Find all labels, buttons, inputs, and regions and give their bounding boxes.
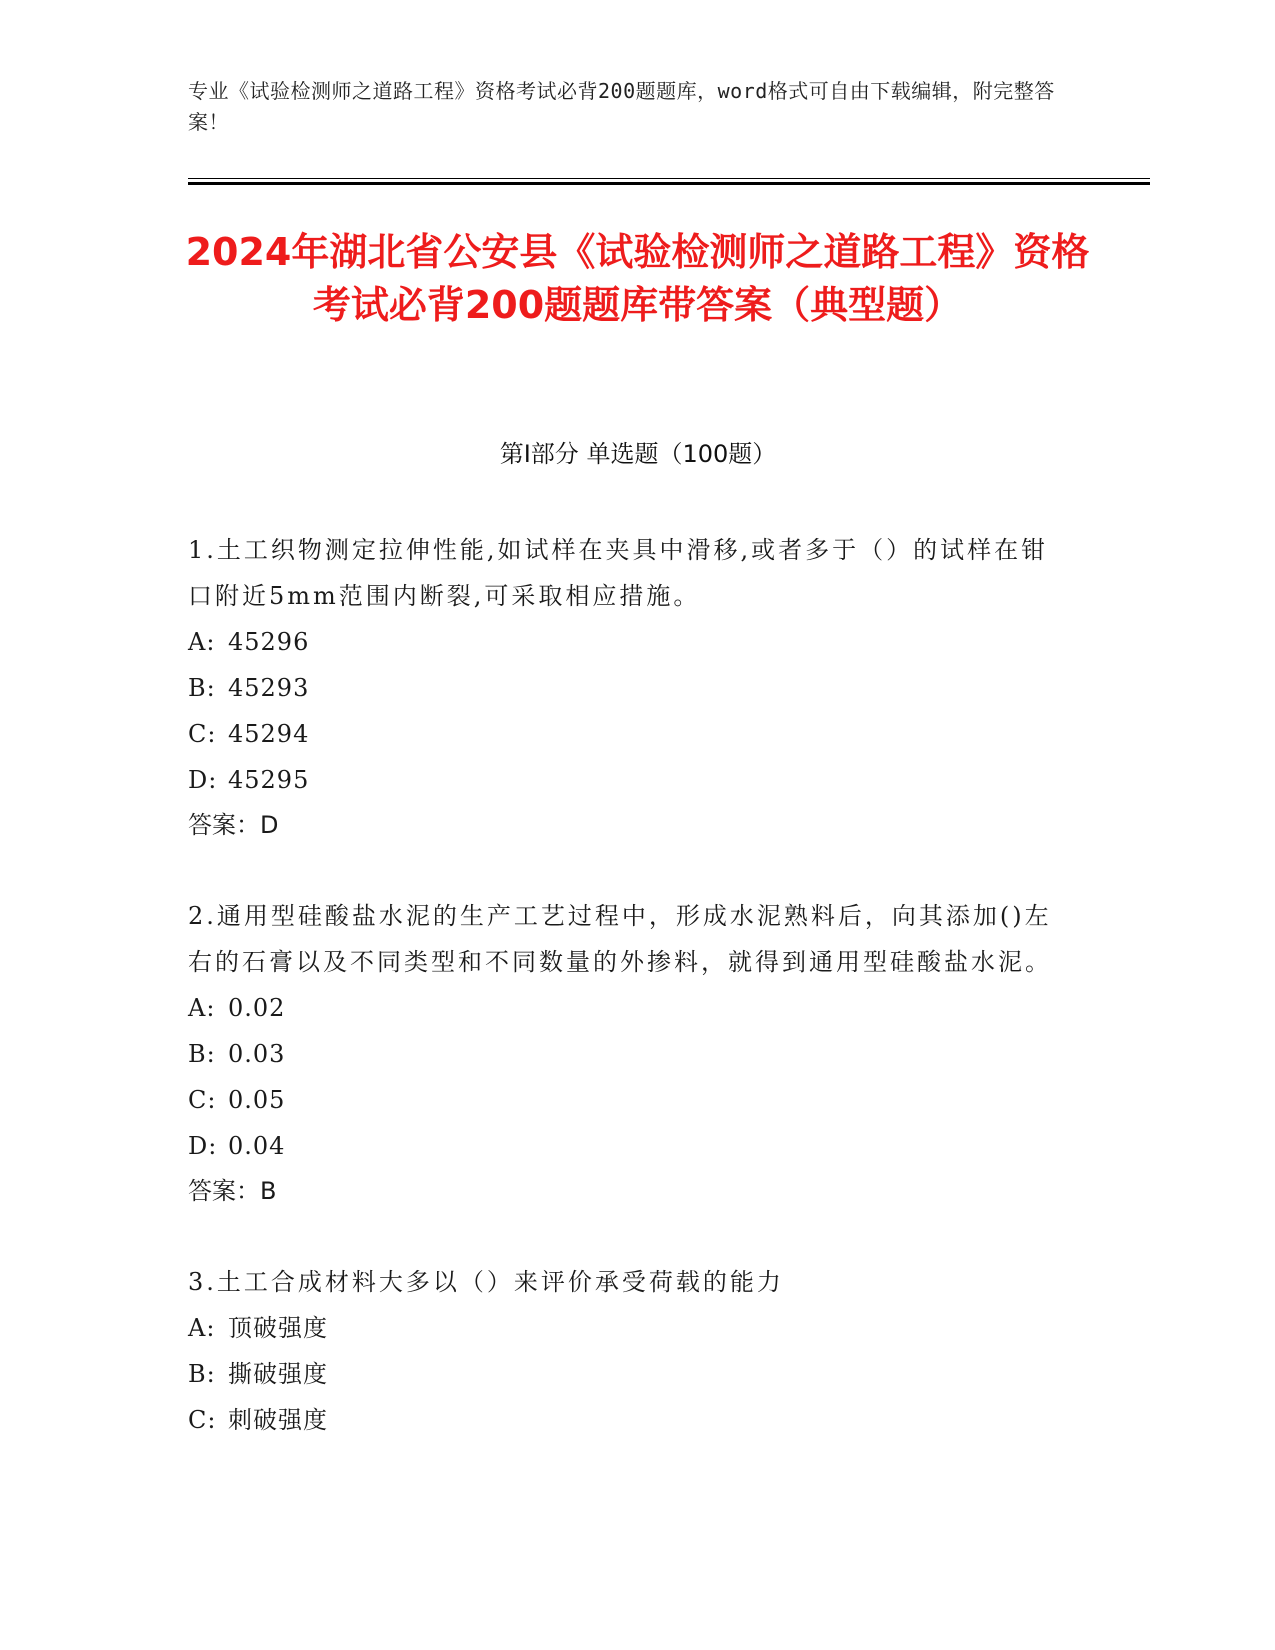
option-text: 顶破强度 — [228, 1314, 328, 1342]
option-key: A: — [188, 994, 216, 1022]
question-2 — [188, 893, 1068, 1213]
option-text: 45296 — [228, 628, 310, 656]
option-d — [188, 757, 1068, 803]
option-a — [188, 985, 1068, 1031]
answer-line: 答案：B — [188, 1177, 277, 1205]
option-d — [188, 1123, 1068, 1169]
question-1 — [188, 527, 1068, 847]
option-key: A: — [188, 628, 216, 656]
option-text: 45294 — [228, 720, 310, 748]
option-a — [188, 619, 1068, 665]
header-divider-thin — [188, 178, 1150, 179]
option-c — [188, 711, 1068, 757]
question-stem: 1.土工织物测定拉伸性能,如试样在夹具中滑移,或者多于（）的试样在钳口附近5mm范围内断裂,可采取相应措施。 — [188, 536, 1049, 610]
question-3 — [188, 1259, 1068, 1443]
document-title: 2024年湖北省公安县《试验检测师之道路工程》资格考试必背200题题库带答案（典型题） — [185, 230, 1090, 327]
question-stem: 2.通用型硅酸盐水泥的生产工艺过程中，形成水泥熟料后，向其添加()左右的石膏以及不同类型和不同数量的外掺料，就得到通用型硅酸盐水泥。 — [188, 902, 1052, 976]
option-text: 0.04 — [228, 1132, 286, 1160]
header-divider-thick — [188, 182, 1150, 185]
option-text: 刺破强度 — [228, 1406, 328, 1434]
option-text: 0.03 — [228, 1040, 286, 1068]
option-text: 45295 — [228, 766, 310, 794]
option-b — [188, 1351, 1068, 1397]
option-text: 45293 — [228, 674, 310, 702]
option-key: C: — [188, 720, 217, 748]
option-key: B: — [188, 1040, 216, 1068]
option-c — [188, 1077, 1068, 1123]
answer-line: 答案：D — [188, 811, 279, 839]
option-key: C: — [188, 1406, 217, 1434]
option-text: 撕破强度 — [228, 1360, 328, 1388]
question-list — [188, 527, 1068, 1489]
option-b — [188, 665, 1068, 711]
option-key: D: — [188, 1132, 218, 1160]
option-c — [188, 1397, 1068, 1443]
option-a — [188, 1305, 1068, 1351]
option-key: C: — [188, 1086, 217, 1114]
option-text: 0.02 — [228, 994, 286, 1022]
option-b — [188, 1031, 1068, 1077]
option-text: 0.05 — [228, 1086, 286, 1114]
option-key: B: — [188, 674, 216, 702]
question-stem: 3.土工合成材料大多以（）来评价承受荷载的能力 — [188, 1268, 784, 1296]
header-note: 专业《试验检测师之道路工程》资格考试必背200题题库，word格式可自由下载编辑，附完整答案！ — [188, 79, 1055, 134]
option-key: A: — [188, 1314, 216, 1342]
option-key: B: — [188, 1360, 216, 1388]
section-heading: 第I部分 单选题（100题） — [499, 440, 777, 468]
option-key: D: — [188, 766, 218, 794]
